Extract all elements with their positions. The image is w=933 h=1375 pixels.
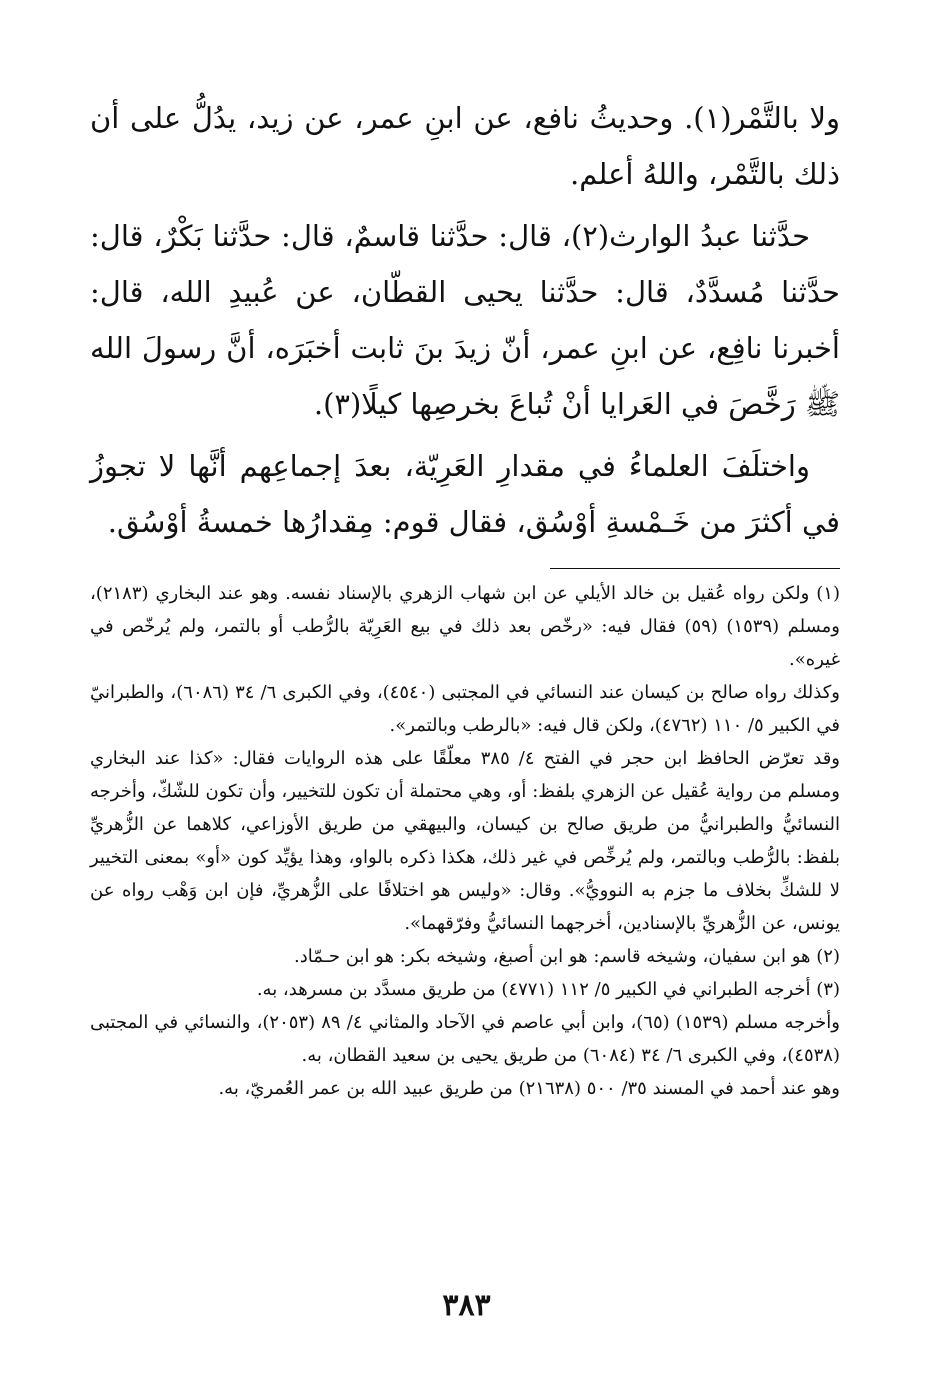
footnote-3-part-1: (٣) أخرجه الطبراني في الكبير ٥/ ١١٢ (٤٧٧١) من طريق مسدَّد بن مسرهد، به. — [256, 979, 840, 1000]
main-paragraph-2: حدَّثنا عبدُ الوارث(٢)، قال: حدَّثنا قاسمٌ، قال: حدَّثنا بَكْرٌ، قال: حدَّثنا مُسدَّدٌ، قال: حدَّثنا يحيى القطّان، عن عُبيدِ الله، قال: أخبرنا نافِع، عن ابنِ عمر، أنّ زيدَ بنَ ثابت أخبَرَه، أنَّ رسولَ الله ﷺ رَخَّصَ في العَرايا أنْ تُباعَ بخرصِها كيلًا(٣). — [90, 219, 840, 421]
footnote-divider — [550, 568, 840, 569]
footnote-1-part-1: (١) ولكن رواه عُقيل بن خالد الأيلي عن ابن شهاب الزهري بالإسناد نفسه. وهو عند البخاري (٢١٨٣)، ومسلم (١٥٣٩) (٥٩) فقال فيه: «رخّص بعد ذلك في بيع العَرِيّة بالرُّطب أو بالتمر، ولم يُرخّص في غيره». — [90, 583, 841, 670]
main-paragraph-1: ولا بالتَّمْر(١). وحديثُ نافع، عن ابنِ عمر، عن زيد، يدُلُّ على أن ذلك بالتَّمْر، واللهُ أعلم. — [90, 101, 841, 191]
footnote-2: (٢) هو ابن سفيان، وشيخه قاسم: هو ابن أصبغ، وشيخه بكر: هو ابن حـمّاد. — [294, 946, 840, 967]
footnote-3-part-3: وهو عند أحمد في المسند ٣٥/ ٥٠٠ (٢١٦٣٨) من طريق عبيد الله بن عمر العُمريّ، به. — [218, 1078, 840, 1099]
main-paragraph-3: واختلَفَ العلماءُ في مقدارِ العَرِيّة، بعدَ إجماعِهم أنَّها لا تجوزُ في أكثرَ من خَـمْسةِ أوْسُق، فقال قوم: مِقدارُها خمسةُ أوْسُق. — [90, 449, 840, 539]
page-number: ٣٨٣ — [442, 1288, 491, 1323]
footnotes — [90, 577, 840, 1105]
book-page — [90, 90, 840, 1105]
footnote-3-part-2: وأخرجه مسلم (١٥٣٩) (٦٥)، وابن أبي عاصم في الآحاد والمثاني ٤/ ٨٩ (٢٠٥٣)، والنسائي في المجتبى (٤٥٣٨)، وفي الكبرى ٦/ ٣٤ (٦٠٨٤) من طريق يحيى بن سعيد القطان، به. — [90, 1012, 840, 1066]
main-text — [90, 90, 840, 550]
footnote-1-part-3: وقد تعرّض الحافظ ابن حجر في الفتح ٤/ ٣٨٥ معلّقًا على هذه الروايات فقال: «كذا عند البخاري ومسلم من رواية عُقيل عن الزهري بلفظ: أو، وهي محتملة أن تكون للتخيير، وأن تكون للشّكّ، وأخرجه النسائيُّ والطبرانيُّ من طريق صالح بن كيسان، والبيهقي من طريق الأوزاعي، كلاهما عن الزُّهريِّ بلفظ: بالرُّطب وبالتمر، ولم يُرخِّص في غير ذلك، هكذا ذكره بالواو، وهذا يؤيِّد كون «أو» بمعنى التخيير لا للشكِّ بخلاف ما جزم به النوويُّ». وقال: «وليس هو اختلافًا على الزُّهريِّ، فإن ابن وَهْب رواه عن يونس، عن الزُّهريِّ بالإسنادين، أخرجهما النسائيُّ وفرّقهما». — [90, 748, 840, 934]
footnote-1-part-2: وكذلك رواه صالح بن كيسان عند النسائي في المجتبى (٤٥٤٠)، وفي الكبرى ٦/ ٣٤ (٦٠٨٦)، والطبرانيّ في الكبير ٥/ ١١٠ (٤٧٦٢)، ولكن قال فيه: «بالرطب وبالتمر». — [90, 682, 840, 736]
